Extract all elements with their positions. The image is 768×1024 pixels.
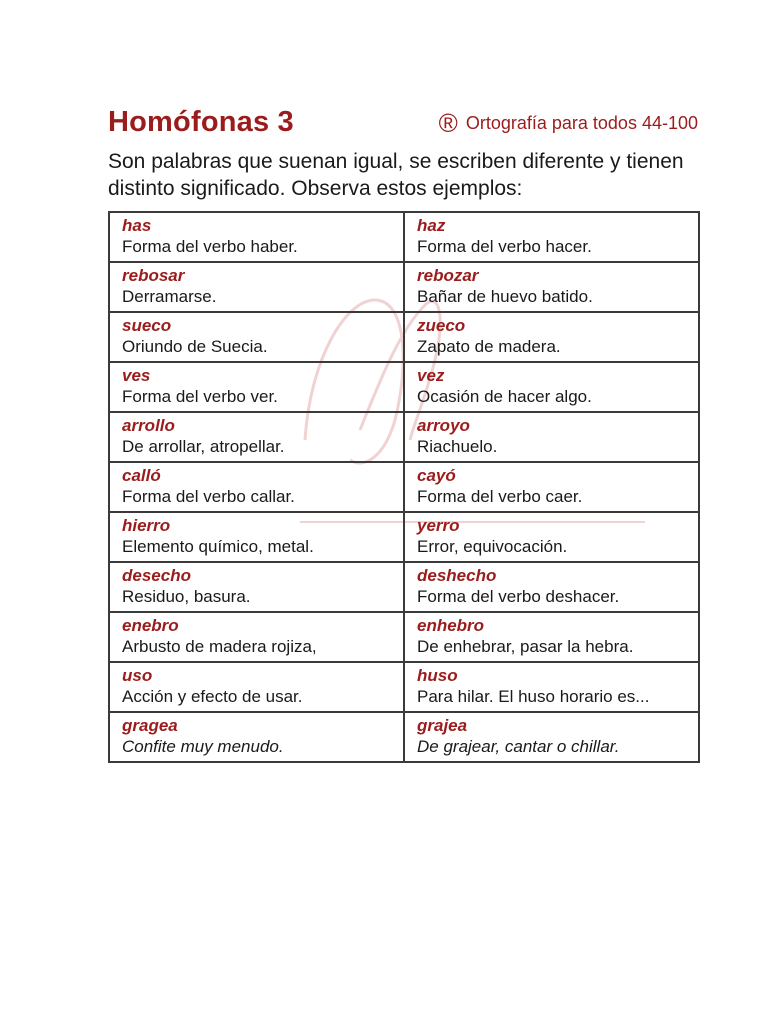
table-row (109, 562, 699, 612)
homophone-word: hierro (122, 516, 171, 535)
homophone-cell-right (404, 212, 699, 262)
homophone-cell-left (109, 512, 404, 562)
homophone-word: rebozar (417, 266, 479, 285)
homophone-meaning: Forma del verbo deshacer. (417, 587, 620, 606)
homophone-meaning: Forma del verbo hacer. (417, 237, 592, 256)
homophone-word: desecho (122, 566, 191, 585)
homophones-table (108, 211, 700, 763)
brand (439, 110, 698, 136)
table-row (109, 712, 699, 762)
brand-text: Ortografía para todos 44-100 (465, 112, 698, 133)
homophone-word: sueco (122, 316, 172, 335)
homophone-meaning: Zapato de madera. (417, 337, 561, 356)
page-title: Homófonas 3 (108, 106, 294, 138)
homophone-cell-right (404, 312, 699, 362)
registered-icon: ® (438, 108, 458, 138)
homophone-cell-right (404, 512, 699, 562)
homophone-word: arrollo (122, 416, 175, 435)
homophone-cell-right (404, 262, 699, 312)
homophone-word: calló (122, 466, 161, 485)
table-row (109, 212, 699, 262)
homophone-cell-left (109, 212, 404, 262)
homophone-word: enebro (122, 616, 179, 635)
header (108, 104, 700, 144)
homophone-word: uso (122, 666, 153, 685)
homophone-meaning: Forma del verbo caer. (417, 487, 583, 506)
homophone-meaning: Riachuelo. (417, 437, 498, 456)
homophone-cell-right (404, 712, 699, 762)
homophone-word: has (122, 216, 152, 235)
homophone-word: arroyo (417, 416, 470, 435)
homophone-word: ves (122, 366, 151, 385)
homophone-cell-left (109, 262, 404, 312)
homophone-cell-left (109, 612, 404, 662)
homophone-word: yerro (417, 516, 460, 535)
table-row (109, 412, 699, 462)
homophone-meaning: Residuo, basura. (122, 587, 251, 606)
homophone-word: enhebro (417, 616, 485, 635)
homophone-word: vez (417, 366, 445, 385)
homophone-meaning: Oriundo de Suecia. (122, 337, 268, 356)
homophone-word: huso (417, 666, 458, 685)
table-row (109, 462, 699, 512)
table-row (109, 662, 699, 712)
homophone-word: deshecho (417, 566, 497, 585)
homophone-meaning: Forma del verbo ver. (122, 387, 278, 406)
table-row (109, 262, 699, 312)
homophone-meaning: Forma del verbo haber. (122, 237, 298, 256)
homophone-cell-right (404, 462, 699, 512)
homophone-cell-right (404, 562, 699, 612)
table-row (109, 312, 699, 362)
homophone-cell-left (109, 712, 404, 762)
homophone-cell-left (109, 412, 404, 462)
table-row (109, 512, 699, 562)
homophone-meaning: Elemento químico, metal. (122, 537, 314, 556)
homophone-meaning: Ocasión de hacer algo. (417, 387, 592, 406)
homophone-cell-left (109, 462, 404, 512)
homophone-meaning: Acción y efecto de usar. (122, 687, 303, 706)
homophone-meaning: Derramarse. (122, 287, 217, 306)
homophone-word: grajea (417, 716, 468, 735)
homophone-word: rebosar (122, 266, 185, 285)
homophone-cell-right (404, 612, 699, 662)
homophone-meaning: De grajear, cantar o chillar. (417, 737, 620, 756)
homophone-meaning: Bañar de huevo batido. (417, 287, 593, 306)
homophone-word: gragea (122, 716, 178, 735)
homophone-meaning: De enhebrar, pasar la hebra. (417, 637, 634, 656)
homophone-meaning: Confite muy menudo. (122, 737, 284, 756)
homophone-cell-left (109, 362, 404, 412)
homophone-meaning: Para hilar. El huso horario es... (417, 687, 650, 706)
homophone-meaning: De arrollar, atropellar. (122, 437, 285, 456)
table-row (109, 612, 699, 662)
homophone-word: cayó (417, 466, 456, 485)
homophone-cell-left (109, 312, 404, 362)
homophone-cell-right (404, 362, 699, 412)
table-row (109, 362, 699, 412)
intro-text: Son palabras que suenan igual, se escriben diferente y tienen distinto significado. Observa estos ejemplos: (108, 150, 684, 200)
homophone-cell-left (109, 662, 404, 712)
homophone-meaning: Arbusto de madera rojiza, (122, 637, 317, 656)
homophone-meaning: Forma del verbo callar. (122, 487, 295, 506)
homophone-word: haz (417, 216, 446, 235)
homophone-word: zueco (417, 316, 466, 335)
homophone-meaning: Error, equivocación. (417, 537, 568, 556)
homophone-cell-left (109, 562, 404, 612)
homophone-cell-right (404, 412, 699, 462)
homophone-cell-right (404, 662, 699, 712)
